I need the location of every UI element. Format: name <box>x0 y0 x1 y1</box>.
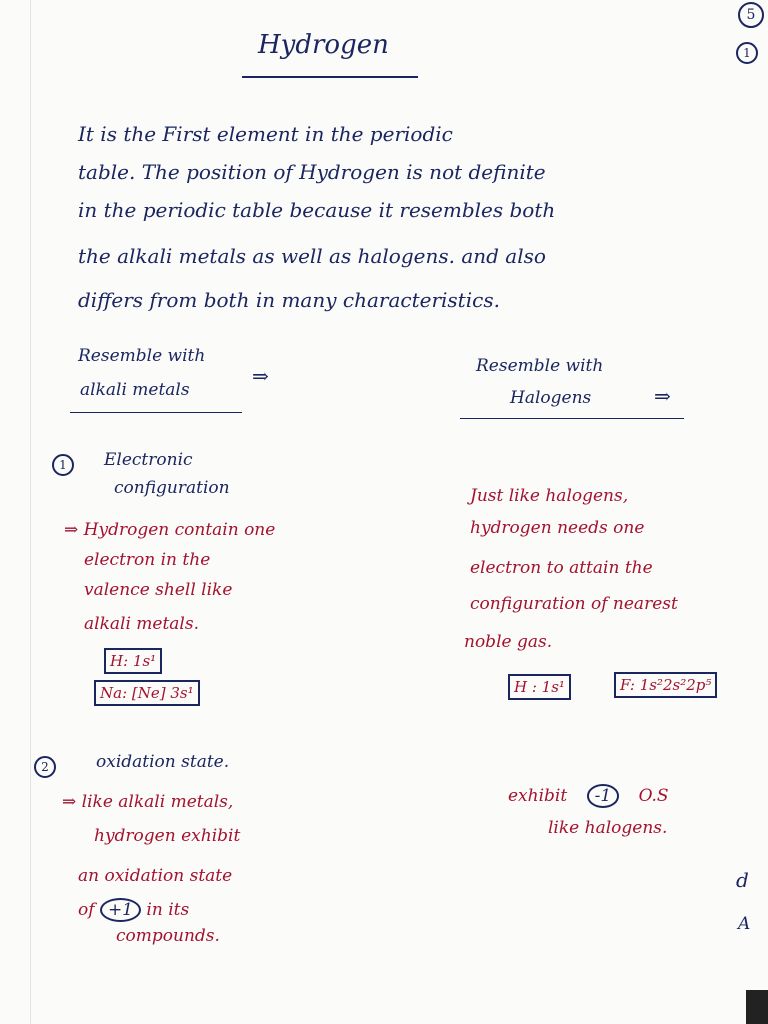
right-heading-underline <box>460 418 684 419</box>
left-heading-underline <box>70 412 242 413</box>
left-heading-arrow: ⇒ <box>252 364 269 388</box>
section-2-left-line-1: ⇒ like alkali metals, <box>62 792 234 812</box>
section-1-right-line-4: configuration of nearest <box>470 594 678 614</box>
intro-line-2: table. The position of Hydrogen is not definite <box>78 160 546 184</box>
section-2-title: oxidation state. <box>96 752 230 772</box>
section-2-left-its: in its <box>146 900 190 920</box>
oxidation-minus-one-circle: -1 <box>587 784 620 808</box>
na-configuration-box: Na: [Ne] 3s¹ <box>94 680 200 706</box>
section-1-right-line-1: Just like halogens, <box>470 486 629 506</box>
section-2-left-of: of <box>78 900 95 920</box>
section-2-number: 2 <box>34 756 56 778</box>
section-1-left-line-4: alkali metals. <box>84 614 199 634</box>
right-heading-line-2: Halogens <box>510 388 592 408</box>
h-configuration-box-right: H : 1s¹ <box>508 674 571 700</box>
section-1-right-line-3: electron to attain the <box>470 558 653 578</box>
section-2-left-line-2: hydrogen exhibit <box>94 826 241 846</box>
page-marker-sub: 1 <box>736 42 758 64</box>
right-heading-line-1: Resemble with <box>476 356 604 376</box>
section-2-right-line-2: like halogens. <box>548 818 668 838</box>
f-configuration-box: F: 1s²2s²2p⁵ <box>614 672 717 698</box>
section-2-left-line-5: compounds. <box>116 926 220 946</box>
left-heading-line-2: alkali metals <box>80 380 190 400</box>
section-1-left-line-3: valence shell like <box>84 580 233 600</box>
section-2-right-exhibit: exhibit <box>508 786 568 806</box>
section-1-title-line-1: Electronic <box>104 450 193 470</box>
section-1-left-line-1: ⇒ Hydrogen contain one <box>64 520 276 540</box>
intro-line-1: It is the First element in the periodic <box>78 122 453 146</box>
section-2-left-line-3: an oxidation state <box>78 866 233 886</box>
left-heading-line-1: Resemble with <box>78 346 206 366</box>
page-margin-line <box>30 0 31 1024</box>
margin-mark-d: d <box>736 868 749 892</box>
section-1-left-line-2: electron in the <box>84 550 211 570</box>
section-2-left-line-4 <box>78 898 189 922</box>
h-configuration-box: H: 1s¹ <box>104 648 162 674</box>
section-1-right-line-5: noble gas. <box>464 632 553 652</box>
page-title: Hydrogen <box>258 30 389 60</box>
binding-edge <box>746 990 768 1024</box>
margin-mark-a: A <box>738 914 751 934</box>
title-underline <box>242 76 418 78</box>
oxidation-plus-one-circle: +1 <box>100 898 141 922</box>
section-1-number: 1 <box>52 454 74 476</box>
section-1-title-line-2: configuration <box>114 478 230 498</box>
section-2-right-os: O.S <box>638 786 669 806</box>
section-1-right-line-2: hydrogen needs one <box>470 518 645 538</box>
intro-line-5: differs from both in many characteristics. <box>78 288 500 312</box>
right-heading-arrow: ⇒ <box>654 384 671 408</box>
page-marker-top: 5 <box>738 2 764 28</box>
intro-line-3: in the periodic table because it resembles both <box>78 198 556 222</box>
intro-line-4: the alkali metals as well as halogens. and also <box>78 244 546 268</box>
section-2-right-line-1 <box>508 784 669 808</box>
